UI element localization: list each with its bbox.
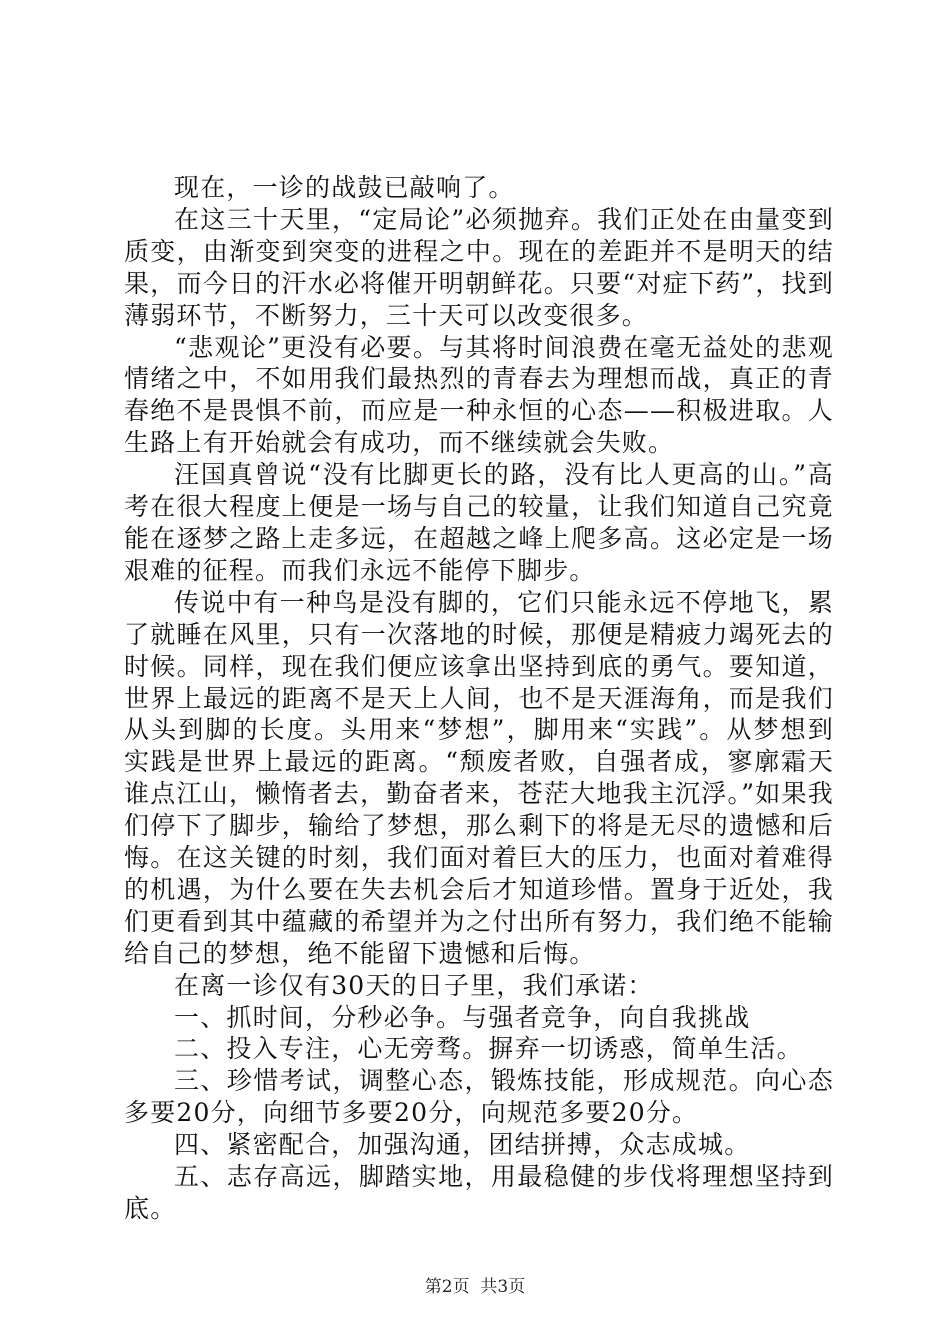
pledge-item-3: 三、珍惜考试，调整心态，锻炼技能，形成规范。向心态多要20分，向细节多要20分，向规范多要20分。 [124, 1066, 834, 1128]
paragraph-pledge-intro: 在离一诊仅有30天的日子里，我们承诺： [174, 970, 654, 1000]
paragraph-no-pessimism: “悲观论”更没有必要。与其将时间浪费在毫无益处的悲观情绪之中，不如用我们最热烈的青春去为理想而战，真正的青春绝不是畏惧不前，而应是一种永恒的心态——积极进取。人生路上有开始就会有成功，而不继续就会失败。 [124, 332, 834, 458]
paragraph-wang-guozhen-quote: 汪国真曾说“没有比脚更长的路，没有比人更高的山。”高考在很大程度上便是一场与自己的较量，让我们知道自己究竟能在逐梦之路上走多远，在超越之峰上爬多高。这必定是一场艰难的征程。而我们永远不能停下脚步。 [124, 460, 834, 585]
pledge-item-2: 二、投入专注，心无旁骛。摒弃一切诱惑，简单生活。 [174, 1034, 803, 1064]
pledge-item-4: 四、紧密配合，加强沟通，团结拼搏，众志成城。 [174, 1130, 751, 1160]
pledge-item-5: 五、志存高远，脚踏实地，用最稳健的步伐将理想坚持到底。 [124, 1162, 834, 1223]
document-body [124, 172, 834, 1225]
pledge-item-1: 一、抓时间，分秒必争。与强者竞争，向自我挑战 [174, 1002, 751, 1032]
paragraph-legless-bird: 传说中有一种鸟是没有脚的，它们只能永远不停地飞，累了就睡在风里，只有一次落地的时候，那便是精疲力竭死去的时候。同样，现在我们便应该拿出坚持到底的勇气。要知道，世界上最远的距离不是天上人间，也不是天涯海角，而是我们从头到脚的长度。头用来“梦想”，脚用来“实践”。从梦想到实践是世界上最远的距离。“颓废者败，自强者成，寥廓霜天谁点江山，懒惰者去，勤奋者来，苍茫大地我主沉浮。”如果我们停下了脚步，输给了梦想，那么剩下的将是无尽的遗憾和后悔。在这关键的时刻，我们面对着巨大的压力，也面对着难得的机遇，为什么要在失去机会后才知道珍惜。置身于近处，我们更看到其中蕴藏的希望并为之付出所有努力，我们绝不能输给自己的梦想，绝不能留下遗憾和后悔。 [124, 587, 834, 968]
page-total: 共3页 [480, 1277, 526, 1297]
page-number: 第2页 [424, 1277, 470, 1297]
paragraph-no-fatalism: 在这三十天里，“定局论”必须抛弃。我们正处在由量变到质变，由渐变到突变的进程之中。现在的差距并不是明天的结果，而今日的汗水必将催开明朝鲜花。只要“对症下药”，找到薄弱环节，不断努力，三十天可以改变很多。 [124, 204, 834, 330]
paragraph-intro: 现在，一诊的战鼓已敲响了。 [174, 173, 515, 202]
page-footer [0, 1272, 950, 1297]
